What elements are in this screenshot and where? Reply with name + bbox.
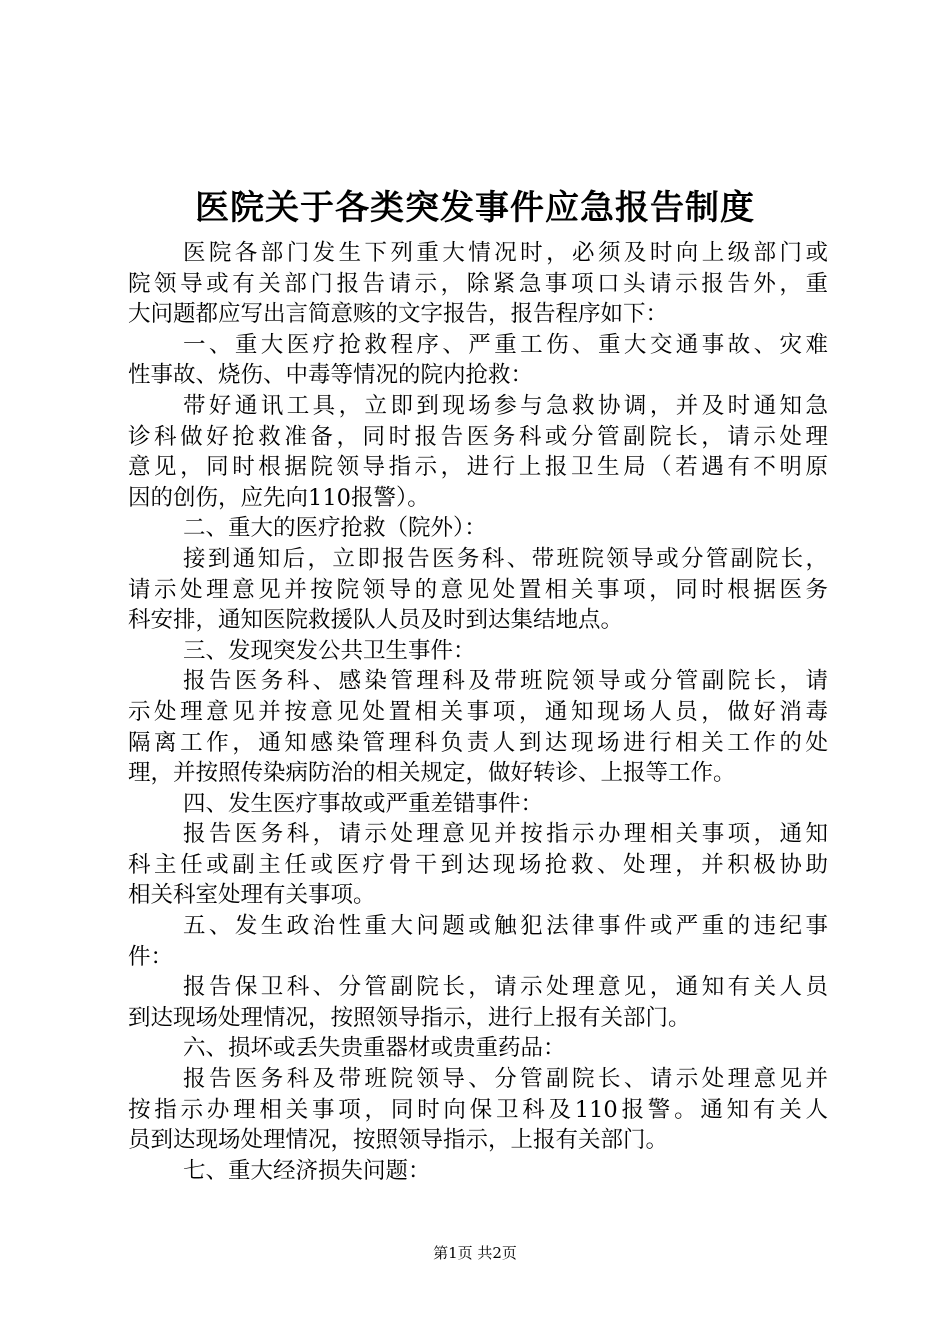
body-line: 三、发现突发公共卫生事件： xyxy=(183,637,476,664)
body-line: 按指示办理相关事项，同时向保卫科及110报警。通知有关人 xyxy=(128,1096,828,1123)
body-line: 隔离工作，通知感染管理科负责人到达现场进行相关工作的处 xyxy=(128,729,828,756)
body-line: 示处理意见并按意见处置相关事项，通知现场人员，做好消毒 xyxy=(128,698,828,725)
body-line: 一、重大医疗抢救程序、严重工伤、重大交通事故、灾难 xyxy=(183,331,828,358)
body-line: 医院各部门发生下列重大情况时，必须及时向上级部门或 xyxy=(183,240,828,266)
body-line: 到达现场处理情况，按照领导指示，进行上报有关部门。 xyxy=(128,1004,691,1031)
body-line: 科安排，通知医院救援队人员及时到达集结地点。 xyxy=(128,607,624,634)
body-line: 报告医务科及带班院领导、分管副院长、请示处理意见并 xyxy=(183,1066,828,1093)
document-body xyxy=(128,238,828,1186)
body-line: 四、发生医疗事故或严重差错事件： xyxy=(183,790,544,817)
body-line: 带好通讯工具，立即到现场参与急救协调，并及时通知急 xyxy=(183,392,828,419)
body-line: 六、损坏或丢失贵重器材或贵重药品： xyxy=(183,1035,566,1062)
body-line: 报告保卫科、分管副院长，请示处理意见，通知有关人员 xyxy=(183,974,828,1001)
document-title: 医院关于各类突发事件应急报告制度 xyxy=(195,188,755,228)
body-line: 理，并按照传染病防治的相关规定，做好转诊、上报等工作。 xyxy=(128,760,736,787)
body-line: 报告医务科，请示处理意见并按指示办理相关事项，通知 xyxy=(183,821,828,848)
body-line: 院领导或有关部门报告请示，除紧急事项口头请示报告外，重 xyxy=(128,270,828,297)
body-line: 员到达现场处理情况，按照领导指示，上报有关部门。 xyxy=(128,1127,669,1154)
body-line: 二、重大的医疗抢救（院外）： xyxy=(183,515,487,542)
body-line: 大问题都应写出言简意赅的文字报告，报告程序如下： xyxy=(128,301,669,328)
body-line: 性事故、烧伤、中毒等情况的院内抢救： xyxy=(128,362,534,389)
body-line: 科主任或副主任或医疗骨干到达现场抢救、处理，并积极协助 xyxy=(128,851,828,878)
body-line: 因的创伤，应先向110报警）。 xyxy=(128,484,430,511)
body-line: 七、重大经济损失问题： xyxy=(183,1157,431,1184)
body-line: 报告医务科、感染管理科及带班院领导或分管副院长，请 xyxy=(183,668,828,695)
body-line: 相关科室处理有关事项。 xyxy=(128,882,376,909)
body-line: 五、发生政治性重大问题或触犯法律事件或严重的违纪事 xyxy=(183,913,828,940)
body-line: 接到通知后，立即报告医务科、带班院领导或分管副院长， xyxy=(183,545,828,572)
body-line: 诊科做好抢救准备，同时报告医务科或分管副院长，请示处理 xyxy=(128,423,828,450)
body-line: 意见，同时根据院领导指示，进行上报卫生局（若遇有不明原 xyxy=(128,454,828,481)
body-line: 请示处理意见并按院领导的意见处置相关事项，同时根据医务 xyxy=(128,576,828,603)
page-footer: 第1页 共2页 xyxy=(433,1244,517,1262)
body-line: 件： xyxy=(128,943,174,970)
